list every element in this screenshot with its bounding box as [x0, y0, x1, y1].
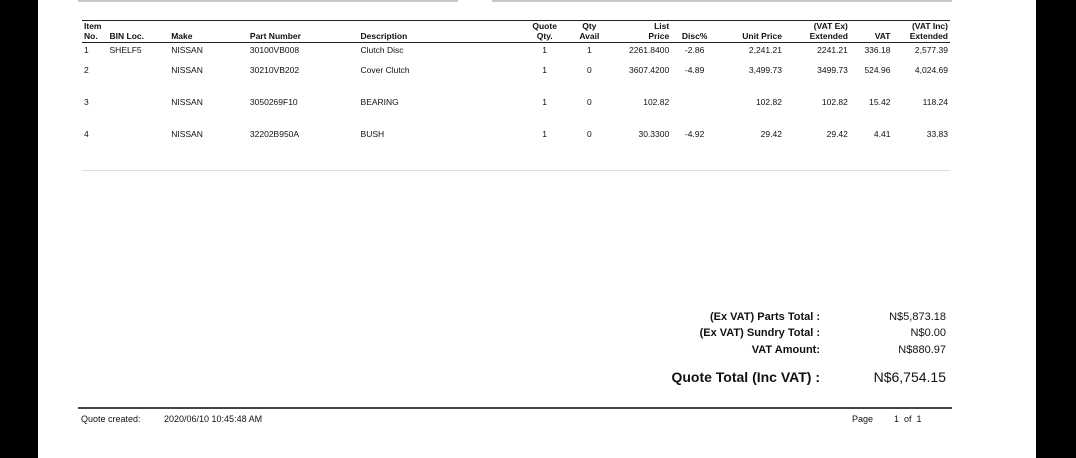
cell-vex: 2241.21: [817, 45, 848, 55]
cell-part: 30210VB202: [249, 65, 300, 75]
cell-qq: 1: [542, 97, 548, 107]
cell-vat: 524.96: [864, 65, 891, 75]
col-header-up: [718, 21, 784, 43]
col-header-line1: Item: [84, 21, 102, 31]
col-header-line2: Description: [360, 31, 408, 41]
cell-item: 2: [84, 65, 89, 75]
cell-up: 3,499.73: [748, 65, 782, 75]
col-header-make: [169, 21, 248, 43]
quote-created-value: 2020/06/10 10:45:48 AM: [164, 414, 263, 424]
cell-vat: 15.42: [869, 97, 891, 107]
col-header-line2: Unit Price: [742, 31, 782, 41]
col-header-line2: Disc%: [681, 31, 708, 41]
col-header-line1: [361, 21, 517, 31]
col-header-line1: [250, 21, 357, 31]
cell-disc: [671, 95, 718, 127]
table-row: [82, 95, 950, 127]
cell-item: 4: [84, 129, 89, 139]
cell-disc: -4.92: [684, 129, 705, 139]
cell-vinc: 2,577.39: [914, 45, 948, 55]
cell-vinc: 33.83: [926, 129, 948, 139]
top-rule-right: [492, 0, 952, 2]
cell-bin: SHELF5: [109, 45, 142, 55]
col-header-desc: [359, 21, 519, 43]
cell-desc: BEARING: [360, 97, 399, 107]
cell-qq: 1: [542, 65, 548, 75]
cell-lp: 102.82: [643, 97, 670, 107]
col-header-line1: [171, 21, 246, 31]
cell-make: NISSAN: [171, 65, 203, 75]
col-header-lp: [607, 21, 671, 43]
cell-part: 32202B950A: [249, 129, 300, 139]
col-header-line1: [110, 21, 168, 31]
col-header-line2: Qty.: [536, 31, 553, 41]
cell-vinc: 4,024.69: [914, 65, 948, 75]
cell-qa: 0: [586, 65, 592, 75]
col-header-disc: [671, 21, 718, 43]
col-header-line1: List: [654, 21, 670, 31]
col-header-item: [82, 21, 108, 43]
cell-item: 1: [84, 45, 89, 55]
cell-qa: 0: [586, 129, 592, 139]
col-header-line2: BIN Loc.: [109, 31, 144, 41]
table-row: [82, 127, 950, 159]
cell-vex: 29.42: [826, 129, 848, 139]
cell-desc: Clutch Disc: [360, 45, 404, 55]
vat-amount-value: N$880.97: [898, 344, 946, 356]
table-row: [82, 63, 950, 95]
cell-vat: 336.18: [864, 45, 891, 55]
cell-bin: [108, 95, 170, 127]
page-value: 1 of 1: [894, 414, 922, 424]
col-header-line1: [720, 21, 782, 31]
cell-part: 30100VB008: [249, 45, 300, 55]
cell-lp: 30.3300: [638, 129, 670, 139]
cell-vat: 4.41: [873, 129, 891, 139]
table-header: [82, 21, 950, 43]
cell-desc: BUSH: [360, 129, 385, 139]
table-body: [82, 43, 950, 160]
sundry-total-label: (Ex VAT) Sundry Total :: [699, 327, 820, 339]
col-header-vex: [784, 21, 850, 43]
quote-created-label: Quote created:: [81, 414, 141, 424]
parts-total-value: N$5,873.18: [889, 311, 946, 323]
page-label: Page: [852, 414, 874, 424]
col-header-vat: [850, 21, 893, 43]
cell-make: NISSAN: [171, 129, 203, 139]
col-header-line2: Make: [171, 31, 193, 41]
cell-make: NISSAN: [171, 97, 203, 107]
quote-items-table: [82, 20, 950, 159]
cell-up: 102.82: [755, 97, 782, 107]
table-row: [82, 43, 950, 64]
col-header-qq: [518, 21, 571, 43]
cell-qq: 1: [542, 129, 548, 139]
col-header-line2: Price: [648, 31, 670, 41]
footer-rule: [78, 407, 952, 409]
col-header-qa: [571, 21, 607, 43]
col-header-line1: Quote: [532, 21, 557, 31]
cell-part: 3050269F10: [249, 97, 298, 107]
col-header-line1: [852, 21, 891, 31]
cell-bin: [108, 63, 170, 95]
quote-total-label: Quote Total (Inc VAT) :: [671, 369, 820, 385]
col-header-line2: Part Number: [249, 31, 301, 41]
cell-bin: [108, 127, 170, 159]
cell-lp: 2261.8400: [629, 45, 670, 55]
cell-up: 2,241.21: [748, 45, 782, 55]
cell-qa: 1: [586, 45, 592, 55]
cell-vex: 102.82: [821, 97, 848, 107]
col-header-line2: Extended: [809, 31, 848, 41]
vat-amount-label: VAT Amount:: [751, 344, 820, 356]
cell-disc: -2.86: [684, 45, 705, 55]
col-header-vinc: [892, 21, 950, 43]
col-header-line2: No.: [84, 31, 98, 41]
cell-make: NISSAN: [171, 45, 203, 55]
col-header-line1: (VAT Inc): [911, 21, 948, 31]
cell-qa: 0: [586, 97, 592, 107]
top-rule-left: [78, 0, 458, 2]
col-header-line2: Extended: [909, 31, 948, 41]
quote-total-value: N$6,754.15: [873, 369, 946, 385]
col-header-line2: Avail: [579, 31, 600, 41]
cell-up: 29.42: [760, 129, 782, 139]
cell-desc: Cover Clutch: [360, 65, 410, 75]
cell-disc: -4.89: [684, 65, 705, 75]
col-header-line1: Qty: [582, 21, 597, 31]
cell-vex: 3499.73: [817, 65, 848, 75]
cell-qq: 1: [542, 45, 548, 55]
cell-vinc: 118.24: [922, 97, 948, 107]
col-header-bin: [108, 21, 170, 43]
col-header-part: [248, 21, 359, 43]
cell-item: 3: [84, 97, 89, 107]
sundry-total-value: N$0.00: [910, 327, 946, 339]
col-header-line2: VAT: [874, 31, 891, 41]
col-header-line1: (VAT Ex): [813, 21, 848, 31]
table-bottom-rule: [82, 170, 950, 171]
cell-lp: 3607.4200: [629, 65, 670, 75]
parts-total-label: (Ex VAT) Parts Total :: [709, 311, 820, 323]
col-header-line1: [673, 21, 716, 31]
